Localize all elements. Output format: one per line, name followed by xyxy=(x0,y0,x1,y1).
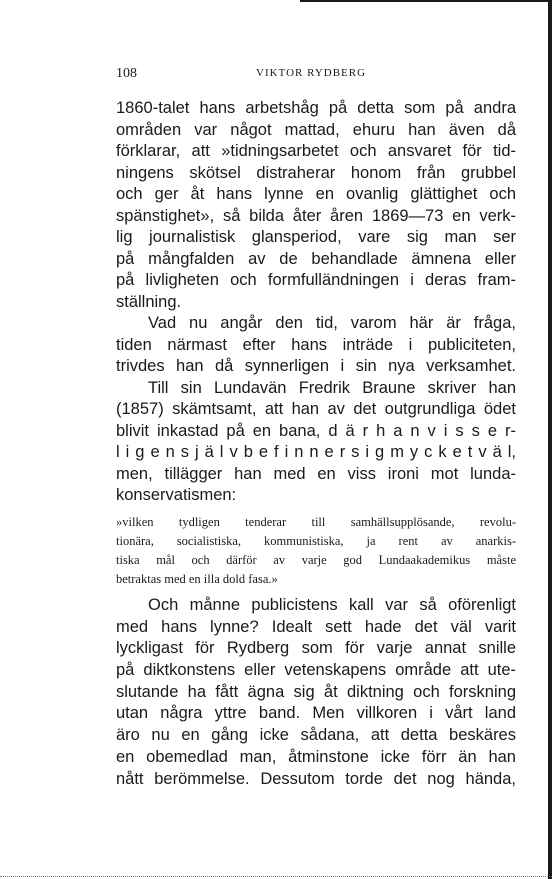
text-line: (1857) skämtsamt, att han av det outgrundliga ödet xyxy=(116,400,516,418)
text-line: lig journalistisk glansperiod, vare sig man ser xyxy=(116,228,516,246)
page-header xyxy=(116,66,516,86)
quote-line: betraktas med en illa dold fasa.» xyxy=(116,572,278,586)
text-line: konservatismen: xyxy=(116,486,237,504)
block-quote xyxy=(116,513,516,589)
text-line: spänstighet», så bilda åter åren 1869—73 en verk- xyxy=(116,206,516,225)
text-line: blivit inkastad på en bana, d ä r h a n v i s s e r- xyxy=(116,421,516,440)
text-line: på diktkonstens eller vetenskapens område att ute- xyxy=(116,661,516,680)
text-line: men, tillägger han med en viss ironi mot lunda- xyxy=(116,464,516,483)
text-line: nått berömmelse. Dessutom torde det nog hända, xyxy=(116,769,516,788)
body-text-second xyxy=(116,595,516,790)
text-line: områden var något mattad, ehuru han även då xyxy=(116,120,516,139)
text-line: ställning. xyxy=(116,292,182,311)
text-line: på mångfalden av de behandlade ämnena eller xyxy=(116,249,516,268)
text-line: förklarar, att »tidningsarbetet och ansvaret för tid- xyxy=(116,142,516,160)
text-line: med hans lynne? Idealt sett hade det väl varit xyxy=(116,617,516,636)
quote-line: tionära, socialistiska, kommunistiska, ja rent av anarkis- xyxy=(116,534,516,548)
page-edge-bottom xyxy=(0,876,552,877)
quote-line: »vilken tydligen tenderar till samhällsupplösande, revolu- xyxy=(116,515,516,529)
text-line: ningens skötsel distraherar honom från grubbel xyxy=(116,163,516,182)
text-line: trivdes han då synnerligen i sin nya verksamhet. xyxy=(116,357,516,375)
text-line: utan några yttre band. Men villkoren i vårt land xyxy=(116,704,516,723)
text-line: 1860-talet hans arbetshåg på detta som på andra xyxy=(116,99,516,117)
page-edge-right xyxy=(548,0,552,879)
text-line: l i g e n s j ä l v b e f i n n e r s i g m y c k e t v ä l, xyxy=(116,443,516,461)
text-line: tiden närmast efter hans inträde i publiciteten, xyxy=(116,335,516,354)
running-head: VIKTOR RYDBERG xyxy=(256,67,367,79)
text-line: slutande ha fått ägna sig åt diktning och forskning xyxy=(116,682,516,701)
text-line: lyckligast för Rydberg som för varje annat snille xyxy=(116,639,516,658)
text-line: på livligheten och formfulländningen i deras fram- xyxy=(116,271,516,289)
text-line: en obemedlad man, åtminstone icke förr än han xyxy=(116,747,516,766)
text-line: äro nu en gång icke sådana, att detta beskäres xyxy=(116,726,516,745)
body-text-first xyxy=(116,98,516,507)
page-edge-top xyxy=(300,0,552,2)
text-line: Vad nu angår den tid, varom här är fråga, xyxy=(148,314,516,332)
quote-line: tiska mål och därför av varje god Lundaakademikus måste xyxy=(116,553,516,567)
page-number: 108 xyxy=(116,66,137,81)
text-line: Till sin Lundavän Fredrik Braune skriver han xyxy=(148,378,516,397)
text-line: Och månne publicistens kall var så oförenligt xyxy=(148,596,516,614)
text-line: och ger åt hans lynne en ovanlig glättighet och xyxy=(116,185,516,203)
